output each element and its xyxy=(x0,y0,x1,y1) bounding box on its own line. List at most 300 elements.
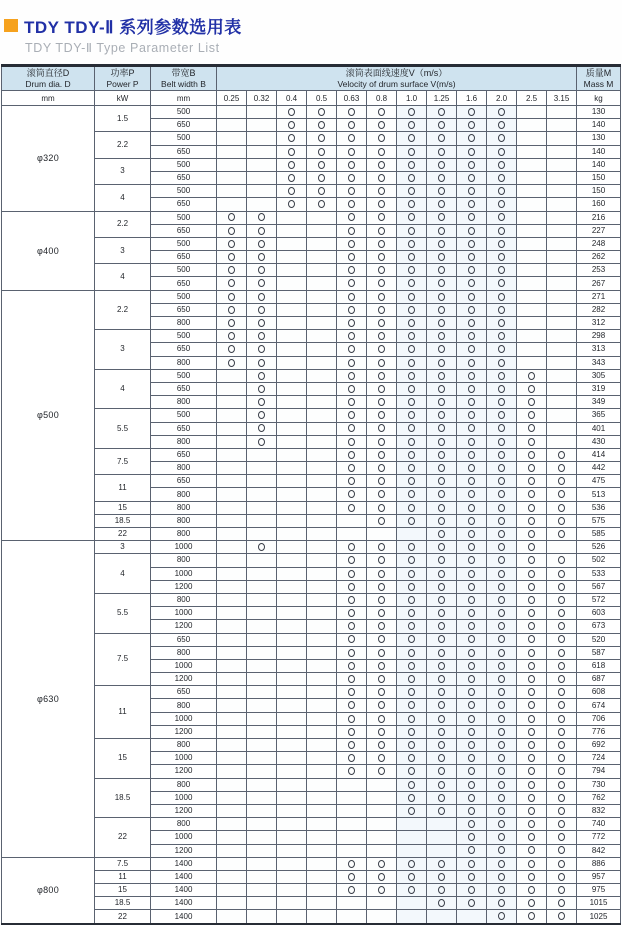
velocity-mark-cell xyxy=(397,541,427,554)
velocity-mark-cell xyxy=(307,330,337,343)
availability-circle-icon xyxy=(498,517,505,525)
velocity-mark-cell xyxy=(547,356,577,369)
availability-circle-icon xyxy=(378,675,385,683)
velocity-mark-cell xyxy=(457,725,487,738)
velocity-mark-cell xyxy=(397,369,427,382)
velocity-mark-cell xyxy=(547,607,577,620)
velocity-mark-cell xyxy=(457,580,487,593)
velocity-mark-cell xyxy=(427,910,457,924)
velocity-mark-cell xyxy=(277,752,307,765)
velocity-mark-cell xyxy=(217,171,247,184)
velocity-mark-cell xyxy=(487,633,517,646)
mass-cell: 618 xyxy=(577,659,621,672)
velocity-mark-cell xyxy=(547,185,577,198)
availability-circle-icon xyxy=(258,213,265,221)
velocity-mark-cell xyxy=(337,171,367,184)
availability-circle-icon xyxy=(378,728,385,736)
mass-cell: 740 xyxy=(577,818,621,831)
table-row xyxy=(2,211,621,224)
velocity-mark-cell xyxy=(217,857,247,870)
velocity-mark-cell xyxy=(367,528,397,541)
availability-circle-icon xyxy=(228,227,235,235)
velocity-mark-cell xyxy=(277,158,307,171)
header-label-zh: 滚筒直径D xyxy=(26,68,70,78)
velocity-mark-cell xyxy=(517,752,547,765)
availability-circle-icon xyxy=(438,266,445,274)
velocity-mark-cell xyxy=(217,593,247,606)
velocity-mark-cell xyxy=(547,277,577,290)
velocity-mark-cell xyxy=(367,224,397,237)
velocity-mark-cell xyxy=(277,607,307,620)
velocity-mark-cell xyxy=(367,132,397,145)
velocity-mark-cell xyxy=(427,739,457,752)
velocity-mark-cell xyxy=(547,488,577,501)
availability-circle-icon xyxy=(438,596,445,604)
availability-circle-icon xyxy=(378,108,385,116)
availability-circle-icon xyxy=(438,649,445,657)
velocity-mark-cell xyxy=(217,580,247,593)
velocity-mark-cell xyxy=(307,185,337,198)
availability-circle-icon xyxy=(438,345,445,353)
velocity-mark-cell xyxy=(367,396,397,409)
availability-circle-icon xyxy=(498,649,505,657)
availability-circle-icon xyxy=(558,701,565,709)
availability-circle-icon xyxy=(468,517,475,525)
velocity-mark-cell xyxy=(487,198,517,211)
belt-width-cell: 800 xyxy=(151,554,217,567)
availability-circle-icon xyxy=(438,319,445,327)
availability-circle-icon xyxy=(528,701,535,709)
velocity-mark-cell xyxy=(457,382,487,395)
velocity-mark-cell xyxy=(337,343,367,356)
velocity-mark-cell xyxy=(367,382,397,395)
availability-circle-icon xyxy=(468,622,475,630)
availability-circle-icon xyxy=(378,187,385,195)
availability-circle-icon xyxy=(558,635,565,643)
availability-circle-icon xyxy=(498,200,505,208)
availability-circle-icon xyxy=(528,662,535,670)
power-cell: 15 xyxy=(95,739,151,779)
velocity-mark-cell xyxy=(517,501,547,514)
velocity-mark-cell xyxy=(367,831,397,844)
availability-circle-icon xyxy=(258,438,265,446)
availability-circle-icon xyxy=(558,781,565,789)
velocity-mark-cell xyxy=(397,778,427,791)
mass-cell: 227 xyxy=(577,224,621,237)
availability-circle-icon xyxy=(498,530,505,538)
velocity-mark-cell xyxy=(277,554,307,567)
velocity-mark-cell xyxy=(307,818,337,831)
velocity-mark-cell xyxy=(427,659,457,672)
velocity-mark-cell xyxy=(367,897,397,910)
availability-circle-icon xyxy=(408,134,415,142)
velocity-mark-cell xyxy=(367,593,397,606)
availability-circle-icon xyxy=(468,424,475,432)
velocity-mark-cell xyxy=(247,567,277,580)
velocity-mark-cell xyxy=(517,343,547,356)
velocity-mark-cell xyxy=(367,290,397,303)
velocity-mark-cell xyxy=(487,422,517,435)
velocity-mark-cell xyxy=(397,343,427,356)
availability-circle-icon xyxy=(528,728,535,736)
velocity-mark-cell xyxy=(397,857,427,870)
availability-circle-icon xyxy=(408,543,415,551)
velocity-mark-cell xyxy=(517,712,547,725)
velocity-mark-cell xyxy=(427,106,457,119)
availability-circle-icon xyxy=(498,253,505,261)
velocity-mark-cell xyxy=(487,567,517,580)
velocity-mark-cell xyxy=(397,831,427,844)
velocity-mark-cell xyxy=(547,382,577,395)
velocity-mark-cell xyxy=(277,804,307,817)
availability-circle-icon xyxy=(498,451,505,459)
availability-circle-icon xyxy=(438,886,445,894)
velocity-mark-cell xyxy=(517,580,547,593)
velocity-mark-cell xyxy=(367,712,397,725)
velocity-mark-cell xyxy=(307,145,337,158)
velocity-mark-cell xyxy=(217,396,247,409)
velocity-mark-cell xyxy=(457,514,487,527)
velocity-mark-cell xyxy=(547,752,577,765)
velocity-mark-cell xyxy=(487,501,517,514)
power-cell: 7.5 xyxy=(95,448,151,474)
velocity-mark-cell xyxy=(307,171,337,184)
belt-width-cell: 1000 xyxy=(151,659,217,672)
velocity-mark-cell xyxy=(217,752,247,765)
availability-circle-icon xyxy=(558,886,565,894)
velocity-mark-cell xyxy=(307,870,337,883)
velocity-mark-cell xyxy=(217,356,247,369)
velocity-mark-cell xyxy=(397,646,427,659)
availability-circle-icon xyxy=(408,108,415,116)
velocity-mark-cell xyxy=(217,475,247,488)
velocity-mark-cell xyxy=(247,448,277,461)
velocity-mark-cell xyxy=(367,646,397,659)
velocity-mark-cell xyxy=(247,290,277,303)
velocity-mark-cell xyxy=(247,699,277,712)
velocity-mark-cell xyxy=(247,158,277,171)
availability-circle-icon xyxy=(468,279,475,287)
availability-circle-icon xyxy=(558,873,565,881)
availability-circle-icon xyxy=(348,200,355,208)
velocity-mark-cell xyxy=(457,106,487,119)
velocity-mark-cell xyxy=(277,264,307,277)
availability-circle-icon xyxy=(438,728,445,736)
velocity-mark-cell xyxy=(307,369,337,382)
velocity-mark-cell xyxy=(217,620,247,633)
velocity-mark-cell xyxy=(457,541,487,554)
velocity-mark-cell xyxy=(427,290,457,303)
velocity-mark-cell xyxy=(367,818,397,831)
availability-circle-icon xyxy=(348,148,355,156)
velocity-mark-cell xyxy=(427,409,457,422)
velocity-mark-cell xyxy=(307,158,337,171)
availability-circle-icon xyxy=(378,345,385,353)
velocity-mark-cell xyxy=(367,158,397,171)
availability-circle-icon xyxy=(348,886,355,894)
availability-circle-icon xyxy=(378,438,385,446)
belt-width-cell: 800 xyxy=(151,435,217,448)
velocity-value-cell: 2.5 xyxy=(517,91,547,106)
availability-circle-icon xyxy=(258,424,265,432)
velocity-mark-cell xyxy=(277,818,307,831)
velocity-mark-cell xyxy=(217,633,247,646)
availability-circle-icon xyxy=(348,161,355,169)
velocity-mark-cell xyxy=(307,791,337,804)
velocity-mark-cell xyxy=(337,132,367,145)
velocity-mark-cell xyxy=(397,119,427,132)
velocity-mark-cell xyxy=(427,119,457,132)
availability-circle-icon xyxy=(258,279,265,287)
availability-circle-icon xyxy=(528,464,535,472)
table-row xyxy=(2,528,621,541)
velocity-mark-cell xyxy=(337,659,367,672)
velocity-mark-cell xyxy=(427,818,457,831)
belt-width-cell: 500 xyxy=(151,264,217,277)
power-cell: 4 xyxy=(95,185,151,211)
velocity-mark-cell xyxy=(277,435,307,448)
mass-cell: 603 xyxy=(577,607,621,620)
availability-circle-icon xyxy=(498,240,505,248)
velocity-mark-cell xyxy=(307,106,337,119)
velocity-mark-cell xyxy=(337,409,367,422)
availability-circle-icon xyxy=(408,886,415,894)
velocity-value-cell: 0.4 xyxy=(277,91,307,106)
availability-circle-icon xyxy=(378,266,385,274)
velocity-mark-cell xyxy=(517,725,547,738)
mass-cell: 585 xyxy=(577,528,621,541)
velocity-mark-cell xyxy=(427,237,457,250)
velocity-mark-cell xyxy=(487,448,517,461)
velocity-mark-cell xyxy=(307,765,337,778)
availability-circle-icon xyxy=(438,227,445,235)
power-cell: 2.2 xyxy=(95,132,151,158)
table-row xyxy=(2,501,621,514)
velocity-mark-cell xyxy=(307,686,337,699)
availability-circle-icon xyxy=(468,319,475,327)
availability-circle-icon xyxy=(438,438,445,446)
velocity-mark-cell xyxy=(397,804,427,817)
velocity-mark-cell xyxy=(397,237,427,250)
availability-circle-icon xyxy=(498,148,505,156)
table-row xyxy=(2,910,621,924)
velocity-mark-cell xyxy=(277,119,307,132)
velocity-mark-cell xyxy=(367,317,397,330)
velocity-mark-cell xyxy=(217,528,247,541)
velocity-mark-cell xyxy=(247,488,277,501)
availability-circle-icon xyxy=(438,807,445,815)
velocity-mark-cell xyxy=(457,462,487,475)
velocity-mark-cell xyxy=(337,897,367,910)
velocity-mark-cell xyxy=(277,303,307,316)
velocity-mark-cell xyxy=(457,290,487,303)
velocity-mark-cell xyxy=(517,870,547,883)
velocity-mark-cell xyxy=(487,870,517,883)
velocity-mark-cell xyxy=(457,910,487,924)
availability-circle-icon xyxy=(408,517,415,525)
velocity-mark-cell xyxy=(307,237,337,250)
velocity-mark-cell xyxy=(277,620,307,633)
velocity-mark-cell xyxy=(217,554,247,567)
velocity-mark-cell xyxy=(487,659,517,672)
belt-width-cell: 1000 xyxy=(151,752,217,765)
velocity-mark-cell xyxy=(457,659,487,672)
availability-circle-icon xyxy=(468,886,475,894)
velocity-mark-cell xyxy=(487,673,517,686)
velocity-mark-cell xyxy=(247,686,277,699)
velocity-mark-cell xyxy=(547,171,577,184)
availability-circle-icon xyxy=(468,728,475,736)
velocity-mark-cell xyxy=(547,857,577,870)
availability-circle-icon xyxy=(528,649,535,657)
velocity-mark-cell xyxy=(277,145,307,158)
availability-circle-icon xyxy=(408,596,415,604)
table-row xyxy=(2,857,621,870)
velocity-value-cell: 1.25 xyxy=(427,91,457,106)
velocity-mark-cell xyxy=(397,765,427,778)
velocity-mark-cell xyxy=(427,317,457,330)
velocity-mark-cell xyxy=(337,514,367,527)
availability-circle-icon xyxy=(438,675,445,683)
availability-circle-icon xyxy=(468,200,475,208)
velocity-mark-cell xyxy=(517,303,547,316)
availability-circle-icon xyxy=(558,451,565,459)
velocity-value-cell: 2.0 xyxy=(487,91,517,106)
velocity-mark-cell xyxy=(307,514,337,527)
velocity-mark-cell xyxy=(247,541,277,554)
availability-circle-icon xyxy=(318,200,325,208)
belt-width-cell: 650 xyxy=(151,251,217,264)
availability-circle-icon xyxy=(498,543,505,551)
velocity-mark-cell xyxy=(337,712,367,725)
velocity-mark-cell xyxy=(307,132,337,145)
table-row xyxy=(2,897,621,910)
velocity-mark-cell xyxy=(337,831,367,844)
velocity-mark-cell xyxy=(277,448,307,461)
mass-cell: 502 xyxy=(577,554,621,567)
availability-circle-icon xyxy=(348,293,355,301)
availability-circle-icon xyxy=(348,108,355,116)
availability-circle-icon xyxy=(528,622,535,630)
availability-circle-icon xyxy=(498,424,505,432)
availability-circle-icon xyxy=(468,161,475,169)
availability-circle-icon xyxy=(468,807,475,815)
availability-circle-icon xyxy=(408,411,415,419)
belt-unit-cell: mm xyxy=(151,91,217,106)
header-label-en: Belt width B xyxy=(161,79,206,89)
availability-circle-icon xyxy=(438,424,445,432)
mass-cell: 160 xyxy=(577,198,621,211)
velocity-mark-cell xyxy=(397,264,427,277)
power-cell: 18.5 xyxy=(95,514,151,527)
availability-circle-icon xyxy=(408,451,415,459)
belt-width-cell: 800 xyxy=(151,593,217,606)
velocity-mark-cell xyxy=(367,198,397,211)
availability-circle-icon xyxy=(558,899,565,907)
velocity-mark-cell xyxy=(277,317,307,330)
availability-circle-icon xyxy=(348,688,355,696)
velocity-mark-cell xyxy=(427,646,457,659)
velocity-mark-cell xyxy=(397,317,427,330)
power-cell: 2.2 xyxy=(95,211,151,237)
velocity-mark-cell xyxy=(307,303,337,316)
velocity-mark-cell xyxy=(517,673,547,686)
availability-circle-icon xyxy=(558,820,565,828)
velocity-mark-cell xyxy=(517,567,547,580)
availability-circle-icon xyxy=(408,860,415,868)
velocity-mark-cell xyxy=(487,356,517,369)
belt-width-cell: 800 xyxy=(151,317,217,330)
velocity-mark-cell xyxy=(337,725,367,738)
velocity-mark-cell xyxy=(547,844,577,857)
power-cell: 3 xyxy=(95,237,151,263)
velocity-mark-cell xyxy=(247,409,277,422)
mass-cell: 533 xyxy=(577,567,621,580)
velocity-mark-cell xyxy=(457,567,487,580)
availability-circle-icon xyxy=(468,121,475,129)
velocity-mark-cell xyxy=(247,237,277,250)
velocity-mark-cell xyxy=(457,765,487,778)
velocity-mark-cell xyxy=(247,791,277,804)
availability-circle-icon xyxy=(438,781,445,789)
availability-circle-icon xyxy=(558,622,565,630)
availability-circle-icon xyxy=(528,873,535,881)
availability-circle-icon xyxy=(348,424,355,432)
availability-circle-icon xyxy=(438,609,445,617)
availability-circle-icon xyxy=(468,754,475,762)
availability-circle-icon xyxy=(348,490,355,498)
mass-cell: 886 xyxy=(577,857,621,870)
availability-circle-icon xyxy=(348,121,355,129)
velocity-mark-cell xyxy=(487,857,517,870)
availability-circle-icon xyxy=(468,504,475,512)
availability-circle-icon xyxy=(378,767,385,775)
mass-cell: 150 xyxy=(577,171,621,184)
velocity-mark-cell xyxy=(397,448,427,461)
velocity-mark-cell xyxy=(427,725,457,738)
availability-circle-icon xyxy=(438,622,445,630)
availability-circle-icon xyxy=(378,649,385,657)
availability-circle-icon xyxy=(348,345,355,353)
availability-circle-icon xyxy=(438,200,445,208)
availability-circle-icon xyxy=(378,701,385,709)
availability-circle-icon xyxy=(438,174,445,182)
velocity-mark-cell xyxy=(337,448,367,461)
availability-circle-icon xyxy=(228,266,235,274)
velocity-mark-cell xyxy=(427,712,457,725)
velocity-mark-cell xyxy=(487,145,517,158)
velocity-mark-cell xyxy=(397,884,427,897)
velocity-mark-cell xyxy=(307,752,337,765)
velocity-mark-cell xyxy=(367,264,397,277)
velocity-mark-cell xyxy=(307,448,337,461)
velocity-mark-cell xyxy=(397,198,427,211)
velocity-mark-cell xyxy=(487,699,517,712)
power-cell: 1.5 xyxy=(95,106,151,132)
velocity-mark-cell xyxy=(547,317,577,330)
velocity-mark-cell xyxy=(457,712,487,725)
velocity-mark-cell xyxy=(337,844,367,857)
velocity-mark-cell xyxy=(337,396,367,409)
velocity-mark-cell xyxy=(217,145,247,158)
belt-width-cell: 650 xyxy=(151,119,217,132)
availability-circle-icon xyxy=(438,451,445,459)
availability-circle-icon xyxy=(408,187,415,195)
availability-circle-icon xyxy=(348,213,355,221)
velocity-mark-cell xyxy=(247,356,277,369)
availability-circle-icon xyxy=(498,873,505,881)
availability-circle-icon xyxy=(498,227,505,235)
